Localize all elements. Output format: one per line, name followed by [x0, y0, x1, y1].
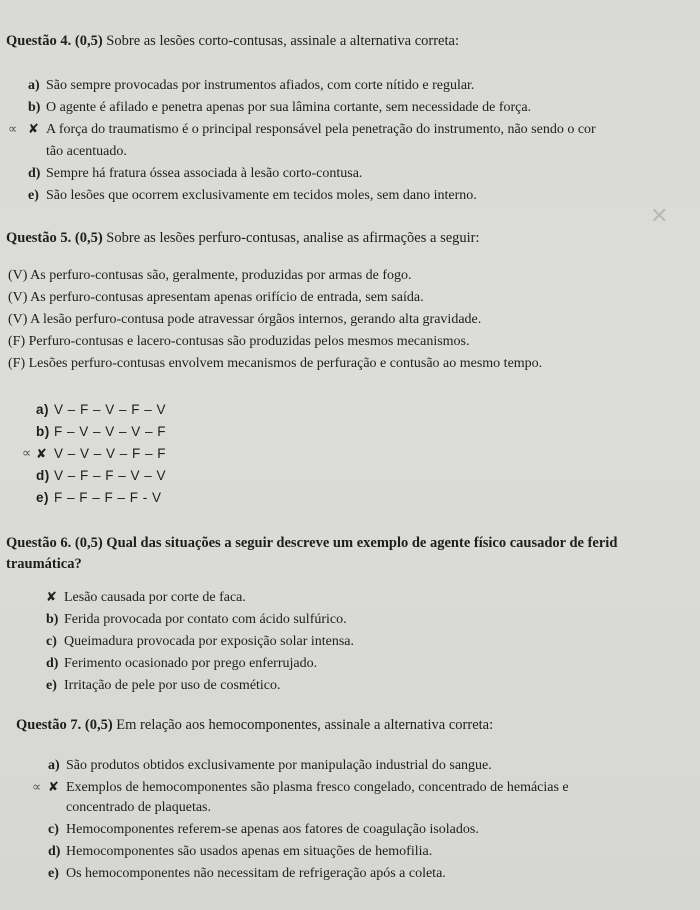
- alpha-pen-mark-icon: ∝: [32, 780, 42, 795]
- handwritten-answer: (V): [8, 268, 28, 283]
- question-4-title: [6, 32, 459, 50]
- handwritten-x-mark-icon: ✘: [46, 590, 57, 605]
- q4-option-d: d) Sempre há fratura óssea associada à lesão corto-contusa.: [28, 166, 363, 181]
- handwritten-x-mark-icon: ✘: [36, 447, 48, 462]
- question-5-title: [6, 229, 480, 247]
- q7-option-b-continued: concentrado de plaquetas.: [66, 800, 211, 815]
- q7-option-a: a) São produtos obtidos exclusivamente por manipulação industrial do sangue.: [48, 758, 492, 773]
- alpha-pen-mark-icon: ∝: [22, 446, 32, 461]
- q5-statement-4: (F) Perfuro-contusas e lacero-contusas são produzidas pelos mesmos mecanismos.: [8, 334, 470, 349]
- q4-option-e: e) São lesões que ocorrem exclusivamente em tecidos moles, sem dano interno.: [28, 188, 477, 203]
- q6-option-b: b) Ferida provocada por contato com ácido sulfúrico.: [46, 612, 347, 627]
- alpha-pen-mark-icon: ∝: [8, 122, 18, 137]
- question-6-stem: Qual das situações a seguir descreve um exemplo de agente físico causador de ferid: [106, 535, 618, 551]
- q7-option-c: c) Hemocomponentes referem-se apenas aos fatores de coagulação isolados.: [48, 822, 479, 837]
- q5-option-a: a) V – F – V – F – V: [36, 402, 167, 417]
- q5-statement-5: (F) Lesões perfuro-contusas envolvem mecanismos de perfuração e contusão ao mesmo tempo.: [8, 356, 543, 371]
- q5-statement-1: (V) As perfuro-contusas são, geralmente, produzidas por armas de fogo.: [8, 268, 412, 283]
- q5-option-d: d) V – F – F – V – V: [36, 468, 167, 483]
- question-5-number: Questão 5. (0,5): [6, 230, 103, 246]
- question-5-stem: Sobre as lesões perfuro-contusas, analise as afirmações a seguir:: [106, 230, 480, 246]
- question-7-stem: Em relação aos hemocomponentes, assinale a alternativa correta:: [116, 717, 494, 733]
- q4-option-a: a) São sempre provocadas por instrumentos afiados, com corte nítido e regular.: [28, 78, 475, 93]
- handwritten-x-mark-icon: ✘: [28, 122, 39, 137]
- q5-option-c: ∝ ✘ V – V – V – F – F: [22, 446, 167, 462]
- q7-option-e: e) Os hemocomponentes não necessitam de refrigeração após a coleta.: [48, 866, 446, 881]
- q5-option-e: e) F – F – F – F - V: [36, 490, 162, 505]
- question-6-title-line2: traumática?: [6, 556, 82, 572]
- q6-option-d: d) Ferimento ocasionado por prego enferrujado.: [46, 656, 318, 671]
- q7-option-b: ∝ ✘ Exemplos de hemocomponentes são plasma fresco congelado, concentrado de hemácias e: [32, 780, 569, 795]
- q6-option-e: e) Irritação de pele por uso de cosmético.: [46, 678, 281, 693]
- handwritten-answer: (V): [8, 312, 28, 327]
- question-4-stem: Sobre as lesões corto-contusas, assinale a alternativa correta:: [106, 33, 459, 49]
- handwritten-x-mark-icon: ✘: [48, 780, 59, 795]
- stray-pen-mark-icon: ✕: [650, 204, 669, 229]
- handwritten-answer: (F): [8, 334, 26, 349]
- q7-option-d: d) Hemocomponentes são usados apenas em situações de hemofilia.: [48, 844, 433, 859]
- q6-option-c: c) Queimadura provocada por exposição solar intensa.: [46, 634, 355, 649]
- question-4-number: Questão 4. (0,5): [6, 33, 103, 49]
- q4-option-b: b) O agente é afilado e penetra apenas por sua lâmina cortante, sem necessidade de força.: [28, 100, 532, 115]
- handwritten-answer: (V): [8, 290, 28, 305]
- question-7-title: [16, 716, 493, 734]
- question-7-number: Questão 7. (0,5): [16, 717, 113, 733]
- q4-option-c-continued: tão acentuado.: [46, 144, 127, 159]
- handwritten-answer: (F): [8, 356, 26, 371]
- q5-statement-2: (V) As perfuro-contusas apresentam apenas orifício de entrada, sem saída.: [8, 290, 424, 305]
- q5-statement-3: (V) A lesão perfuro-contusa pode atravessar órgãos internos, gerando alta gravidade.: [8, 312, 482, 327]
- q6-option-a: ✘ Lesão causada por corte de faca.: [46, 590, 246, 605]
- question-6-number: Questão 6. (0,5): [6, 535, 103, 551]
- question-6-title: [6, 534, 617, 552]
- q5-option-b: b) F – V – V – V – F: [36, 424, 167, 439]
- q4-option-c: ∝ ✘ A força do traumatismo é o principal responsável pela penetração do instrumento, não sendo o cor: [8, 122, 596, 137]
